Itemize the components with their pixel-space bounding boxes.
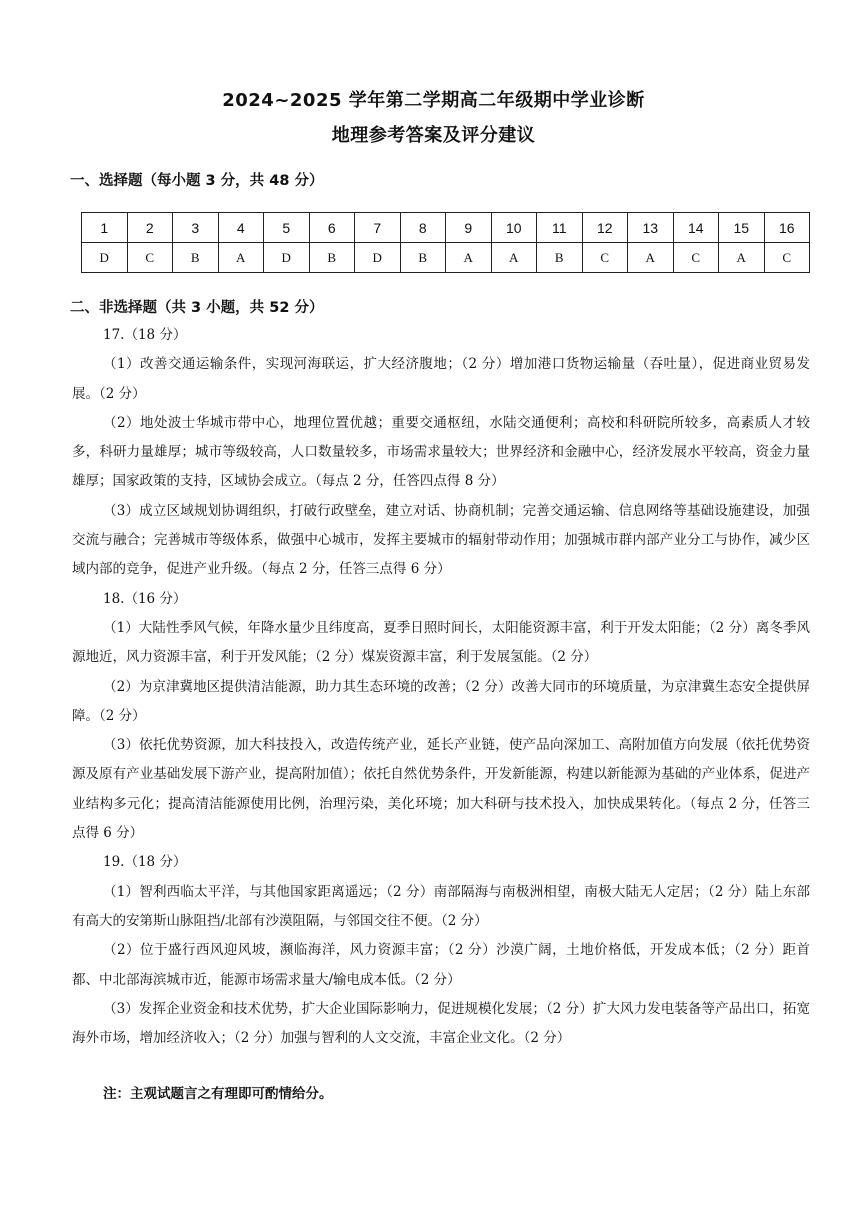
answer-cell: C (582, 243, 628, 273)
answer-row (82, 243, 810, 273)
answer-cell: C (764, 243, 810, 273)
question-number-cell: 5 (264, 213, 310, 243)
q17-part-2: （2）地处波士华城市带中心，地理位置优越；重要交通枢纽，水陆交通便利；高校和科研院所较多，高素质人才较多，科研力量雄厚；城市等级较高，人口数量较多，市场需求量较大；世界经济和金融中心，经济发展水平较高，资金力量雄厚；国家政策的支持，区域协会成立。（每点 2 分，任答四点得 8 分） (72, 414, 810, 490)
answer-cell: A (218, 243, 264, 273)
question-number-cell: 10 (491, 213, 537, 243)
section-1-heading: 一、选择题（每小题 3 分，共 48 分） (70, 173, 324, 189)
answer-cell: D (264, 243, 310, 273)
q18-part-3: （3）依托优势资源，加大科技投入，改造传统产业，延长产业链，使产品向深加工、高附加值方向发展（依托优势资源及原有产业基础发展下游产业，提高附加值）；依托自然优势条件，开发新能源，构建以新能源为基础的产业体系，促进产业结构多元化；提高清洁能源使用比例，治理污染，美化环境；加大科研与技术投入，加快成果转化。（每点 2 分，任答三点得 6 分） (72, 737, 810, 842)
answer-cell: B (173, 243, 219, 273)
question-number-cell: 14 (673, 213, 719, 243)
q19-part-2: （2）位于盛行西风迎风坡，濒临海洋，风力资源丰富；（2 分）沙漠广阔，土地价格低，开发成本低；（2 分）距首都、中北部海滨城市近，能源市场需求量大/输电成本低。（2 分） (72, 942, 810, 988)
answer-cell: B (537, 243, 583, 273)
q18-label: 18.（16 分） (103, 590, 187, 607)
question-number-cell: 12 (582, 213, 628, 243)
q18-part-1: （1）大陆性季风气候，年降水量少且纬度高，夏季日照时间长，太阳能资源丰富，利于开发太阳能；（2 分）离冬季风源地近，风力资源丰富，利于开发风能；（2 分）煤炭资源丰富，利于发展氢能。（2 分） (72, 619, 810, 666)
q19-part-3: （3）发挥企业资金和技术优势，扩大企业国际影响力，促进规模化发展；（2 分）扩大风力发电装备等产品出口，拓宽海外市场，增加经济收入；（2 分）加强与智利的人文交流，丰富企业文化。（2 分） (72, 1000, 810, 1047)
question-number-cell: 6 (309, 213, 355, 243)
answer-cell: B (400, 243, 446, 273)
q19-label: 19.（18 分） (103, 854, 187, 871)
answer-cell: A (628, 243, 674, 273)
q17-part-1: （1）改善交通运输条件，实现河海联运，扩大经济腹地；（2 分）增加港口货物运输量（吞吐量），促进商业贸易发展。（2 分） (72, 356, 810, 402)
question-number-cell: 9 (446, 213, 492, 243)
scoring-note: 注：主观试题言之有理即可酌情给分。 (103, 1086, 333, 1102)
question-number-cell: 3 (173, 213, 219, 243)
answer-cell: A (719, 243, 765, 273)
answer-cell: D (355, 243, 401, 273)
document-title: 2024~2025 学年第二学期高二年级期中学业诊断 (222, 90, 645, 111)
question-number-row (82, 213, 810, 243)
q17-part-3: （3）成立区域规划协调组织，打破行政壁垒，建立对话、协商机制；完善交通运输、信息网络等基础设施建设，加强交流与融合；完善城市等级体系，做强中心城市，发挥主要城市的辐射带动作用；加强城市群内部产业分工与协作，减少区域内部的竞争，促进产业升级。（每点 2 分，任答三点得 6 分） (72, 502, 810, 578)
question-number-cell: 7 (355, 213, 401, 243)
answer-cell: A (491, 243, 537, 273)
q17-label: 17.（18 分） (103, 327, 187, 343)
answer-cell: B (309, 243, 355, 273)
answer-cell: C (673, 243, 719, 273)
answer-body (72, 321, 810, 1053)
question-number-cell: 13 (628, 213, 674, 243)
q19-part-1: （1）智利西临太平洋，与其他国家距离遥远；（2 分）南部隔海与南极洲相望，南极大陆无人定居；（2 分）陆上东部有高大的安第斯山脉阻挡/北部有沙漠阻隔，与邻国交往不便。（2 分） (72, 883, 810, 929)
question-number-cell: 1 (82, 213, 128, 243)
answer-table (81, 212, 810, 273)
question-number-cell: 4 (218, 213, 264, 243)
q18-part-2: （2）为京津冀地区提供清洁能源，助力其生态环境的改善；（2 分）改善大同市的环境质量，为京津冀生态安全提供屏障。（2 分） (72, 678, 810, 724)
document-subtitle: 地理参考答案及评分建议 (331, 125, 536, 146)
question-number-cell: 11 (537, 213, 583, 243)
question-number-cell: 8 (400, 213, 446, 243)
question-number-cell: 16 (764, 213, 810, 243)
question-number-cell: 15 (719, 213, 765, 243)
section-2-heading: 二、非选择题（共 3 小题，共 52 分） (70, 300, 324, 316)
question-number-cell: 2 (127, 213, 173, 243)
answer-cell: A (446, 243, 492, 273)
answer-cell: D (82, 243, 128, 273)
answer-cell: C (127, 243, 173, 273)
